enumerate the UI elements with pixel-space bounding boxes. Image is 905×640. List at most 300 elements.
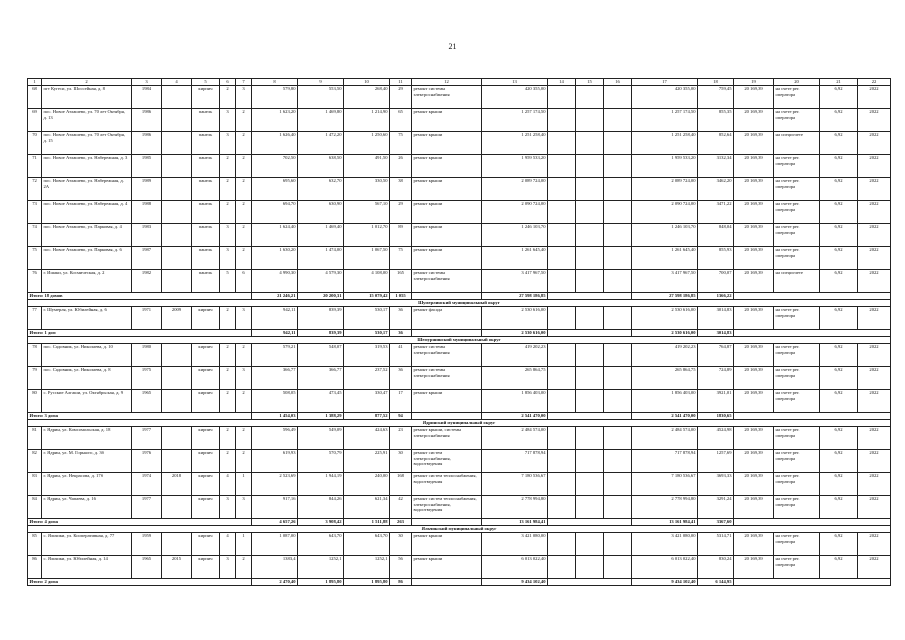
table-cell — [576, 367, 604, 390]
table-cell: 1252,1 — [344, 556, 390, 579]
section-row — [28, 420, 891, 427]
table-cell: панель — [192, 132, 220, 155]
table-cell: ремонт системы электроснабжения — [412, 86, 482, 109]
total-value: 13 161 984,41 — [632, 519, 698, 526]
table-cell: г. Ядрин, ул. М. Горького, д. 3б — [42, 450, 132, 473]
table-cell: 2022 — [858, 178, 891, 201]
table-cell — [576, 247, 604, 270]
column-number: 6 — [220, 79, 236, 86]
table-cell: 3 — [236, 86, 252, 109]
total-value: 3 908,42 — [298, 519, 344, 526]
column-number: 15 — [576, 79, 604, 86]
table-cell: кирпич — [192, 556, 220, 579]
table-cell: 1 012,70 — [344, 224, 390, 247]
table-cell: ремонт крыши — [412, 390, 482, 413]
table-cell — [576, 307, 604, 330]
table-cell: кирпич — [192, 367, 220, 390]
table-cell: 2 090 724,00 — [632, 201, 698, 224]
table-cell: 759,45 — [698, 86, 734, 109]
table-cell: 638,50 — [298, 155, 344, 178]
section-title: Шумерлинский муниципальный округ — [28, 300, 891, 307]
table-cell — [548, 247, 576, 270]
table-cell: 1 469,80 — [298, 109, 344, 132]
table-cell: 1974 — [132, 473, 162, 496]
table-cell: 2022 — [858, 247, 891, 270]
table-cell: 6,92 — [820, 109, 858, 132]
table-cell: 2 484 574,00 — [482, 427, 548, 450]
total-value: 13 161 984,41 — [482, 519, 548, 526]
table-cell: 1977 — [132, 496, 162, 519]
table-cell: 491,50 — [344, 155, 390, 178]
table-cell: 855,35 — [698, 109, 734, 132]
table-cell: 1 246 103,70 — [632, 224, 698, 247]
table-cell — [576, 344, 604, 367]
table-cell: 2 — [236, 155, 252, 178]
table-cell: 4 — [220, 473, 236, 496]
table-cell: 6,92 — [820, 307, 858, 330]
table-cell: 1 959 533,20 — [632, 155, 698, 178]
table-cell — [576, 473, 604, 496]
table-cell: 2 778 994,80 — [632, 496, 698, 519]
total-value: 27 598 186,85 — [632, 293, 698, 300]
table-cell: пос. Садовник, ул. Николаева, д. 10 — [42, 344, 132, 367]
total-value: 530,17 — [344, 330, 390, 337]
table-cell: кирпич — [192, 86, 220, 109]
total-value: 1830,65 — [698, 413, 734, 420]
table-cell: 2022 — [858, 201, 891, 224]
table-row — [28, 270, 891, 293]
table-cell: 2022 — [858, 473, 891, 496]
table-cell: г. Ядрин, ул. Чапаева, д. 16 — [42, 496, 132, 519]
table-cell: 20 169,39 — [734, 427, 774, 450]
table-cell — [548, 556, 576, 579]
table-cell — [604, 178, 632, 201]
empty-cell — [412, 519, 482, 526]
table-cell — [548, 473, 576, 496]
table-cell: 6,92 — [820, 132, 858, 155]
table-cell: 2022 — [858, 132, 891, 155]
table-cell: с. Русские Алгаши, ул. Октябрьская, д. 9 — [42, 390, 132, 413]
table-cell: 419 202,23 — [482, 344, 548, 367]
table-cell: пос. Новое Атлашево, ул. Парковая, д. 4 — [42, 224, 132, 247]
table-cell: 6,92 — [820, 533, 858, 556]
table-cell: 848,04 — [698, 224, 734, 247]
table-cell: 6,92 — [820, 201, 858, 224]
table-cell: 73 — [28, 201, 42, 224]
table-cell: 1 257 174,50 — [632, 109, 698, 132]
column-number: 13 — [482, 79, 548, 86]
table-cell: пос. Новое Атлашево, ул. Набережная, д. 3 — [42, 155, 132, 178]
table-cell: 20 169,39 — [734, 450, 774, 473]
table-cell: 2 — [220, 367, 236, 390]
table-cell: на счете рег. оператора — [774, 473, 820, 496]
table-cell: 3291,24 — [698, 496, 734, 519]
table-cell: 20 169,39 — [734, 496, 774, 519]
table-cell: 29 — [390, 86, 412, 109]
empty-cell — [734, 519, 891, 526]
table-cell: ремонт крыши — [412, 247, 482, 270]
empty-cell — [412, 330, 482, 337]
total-value: 1 055 — [390, 293, 412, 300]
table-cell: 4524,98 — [698, 427, 734, 450]
table-cell: на счете рег. оператора — [774, 307, 820, 330]
table-cell: 2 090 724,00 — [482, 201, 548, 224]
table-cell: 6,92 — [820, 86, 858, 109]
table-cell: 1980 — [132, 344, 162, 367]
table-cell: 20 169,39 — [734, 132, 774, 155]
total-value: 3014,83 — [698, 330, 734, 337]
table-cell: 7 180 536,67 — [482, 473, 548, 496]
table-cell — [576, 556, 604, 579]
table-cell: на счете рег. оператора — [774, 556, 820, 579]
table-cell: 596,49 — [252, 427, 298, 450]
table-cell: 6,92 — [820, 224, 858, 247]
total-value: 877,52 — [344, 413, 390, 420]
table-cell — [162, 344, 192, 367]
total-value: 3367,60 — [698, 519, 734, 526]
table-cell: 20 169,39 — [734, 533, 774, 556]
table-cell: на счете рег. оператора — [774, 450, 820, 473]
table-cell: ремонт систем теплоснабжения, электроснабжения, водоотведения — [412, 496, 482, 519]
table-cell: 2022 — [858, 86, 891, 109]
table-cell — [604, 344, 632, 367]
table-cell — [604, 155, 632, 178]
table-row — [28, 496, 891, 519]
table-cell: 65 — [390, 109, 412, 132]
table-cell: 1257,69 — [698, 450, 734, 473]
total-row — [28, 519, 891, 526]
table-cell: 20 169,39 — [734, 224, 774, 247]
table-cell: ремонт фасада — [412, 307, 482, 330]
table-cell: 2 — [236, 556, 252, 579]
table-cell: 1977 — [132, 427, 162, 450]
empty-cell — [734, 330, 891, 337]
table-cell: 2022 — [858, 109, 891, 132]
table-cell: на счете рег. оператора — [774, 496, 820, 519]
table-cell: 3 — [220, 556, 236, 579]
table-cell: 553,50 — [298, 86, 344, 109]
table-cell: 1965 — [132, 390, 162, 413]
table-cell: ремонт крыши — [412, 201, 482, 224]
table-cell: 2015 — [162, 556, 192, 579]
table-cell — [576, 86, 604, 109]
table-cell: 2 — [236, 450, 252, 473]
table-cell: 1 087,00 — [252, 533, 298, 556]
table-cell — [604, 307, 632, 330]
table-cell — [548, 224, 576, 247]
table-cell: кирпич — [192, 344, 220, 367]
column-number: 18 — [698, 79, 734, 86]
column-number: 17 — [632, 79, 698, 86]
table-cell — [604, 224, 632, 247]
empty-cell — [548, 579, 632, 586]
table-cell: 1 214,90 — [344, 109, 390, 132]
total-value: 839,39 — [298, 330, 344, 337]
table-cell — [604, 247, 632, 270]
table-cell: с. Яльчики, ул. Юбилейная, д. 14 — [42, 556, 132, 579]
column-number: 19 — [734, 79, 774, 86]
table-cell: на счете рег. оператора — [774, 390, 820, 413]
table-cell — [548, 390, 576, 413]
total-value: 942,11 — [252, 330, 298, 337]
table-cell: 3 — [236, 307, 252, 330]
table-cell: 2 — [220, 86, 236, 109]
section-row — [28, 526, 891, 533]
table-cell — [162, 247, 192, 270]
table-cell: 2 — [220, 201, 236, 224]
table-row — [28, 224, 891, 247]
total-value: 2 541 470,00 — [482, 413, 548, 420]
table-cell: 20 169,39 — [734, 307, 774, 330]
table-cell: 1 623,20 — [252, 109, 298, 132]
total-value: 2 530 616,00 — [482, 330, 548, 337]
table-cell: 1985 — [132, 155, 162, 178]
table-cell: на счете рег. оператора — [774, 367, 820, 390]
column-number: 21 — [820, 79, 858, 86]
table-cell — [604, 473, 632, 496]
table-cell — [604, 450, 632, 473]
table-cell — [576, 224, 604, 247]
table-cell: 319,53 — [344, 344, 390, 367]
table-row — [28, 247, 891, 270]
table-cell: 1 469,40 — [298, 224, 344, 247]
empty-cell — [548, 293, 632, 300]
table-cell — [604, 270, 632, 293]
total-row — [28, 413, 891, 420]
table-cell — [162, 496, 192, 519]
table-cell: 1 626,40 — [252, 132, 298, 155]
table-cell: 630,90 — [298, 201, 344, 224]
table-cell: ремонт системы электроснабжения — [412, 367, 482, 390]
table-cell: 3 421 080,00 — [482, 533, 548, 556]
table-row — [28, 344, 891, 367]
page-number: 21 — [448, 42, 457, 51]
table-cell: кирпич — [192, 473, 220, 496]
table-cell: 86 — [28, 556, 42, 579]
table-cell: на счете рег. оператора — [774, 247, 820, 270]
table-cell: 42 — [390, 496, 412, 519]
table-cell: 917,16 — [252, 496, 298, 519]
column-number: 5 — [192, 79, 220, 86]
table-cell: ремонт систем электроснабжения, водоотведения — [412, 450, 482, 473]
table-cell: на счете рег. оператора — [774, 155, 820, 178]
table-cell: 6 013 022,40 — [632, 556, 698, 579]
table-cell: 2 — [220, 155, 236, 178]
table-cell: панель — [192, 224, 220, 247]
table-cell — [576, 270, 604, 293]
total-value: 15 079,42 — [344, 293, 390, 300]
table-cell: на счете рег. оператора — [774, 86, 820, 109]
table-cell — [576, 390, 604, 413]
table-cell: 619,93 — [252, 450, 298, 473]
table-row — [28, 533, 891, 556]
table-cell: 3 — [220, 224, 236, 247]
table-cell — [548, 132, 576, 155]
table-cell: 23 — [390, 427, 412, 450]
table-cell: 6,92 — [820, 247, 858, 270]
table-cell: 2 — [220, 427, 236, 450]
table-cell — [162, 367, 192, 390]
section-row — [28, 300, 891, 307]
table-cell: 38 — [390, 178, 412, 201]
total-value: 20 200,31 — [298, 293, 344, 300]
table-cell: 3921,01 — [698, 390, 734, 413]
table-cell: 237,52 — [344, 367, 390, 390]
table-cell: 724,89 — [698, 367, 734, 390]
table-cell: 330,50 — [344, 178, 390, 201]
table-cell: 265 864,75 — [482, 367, 548, 390]
total-row — [28, 293, 891, 300]
table-cell: 3 — [220, 132, 236, 155]
table-cell: 2 — [236, 178, 252, 201]
table-cell: 2022 — [858, 224, 891, 247]
table-cell: панель — [192, 201, 220, 224]
table-row — [28, 86, 891, 109]
table-cell: 7 180 536,67 — [632, 473, 698, 496]
table-cell — [548, 533, 576, 556]
table-cell — [548, 201, 576, 224]
table-cell: 3 — [220, 247, 236, 270]
column-number: 3 — [132, 79, 162, 86]
table-cell: 549,09 — [298, 427, 344, 450]
table-cell: 6,92 — [820, 473, 858, 496]
table-cell — [548, 270, 576, 293]
table-cell — [162, 224, 192, 247]
table-cell: пос. Новое Атлашево, ул. 70 лет Октября, д. 15 — [42, 132, 132, 155]
total-value: 6 144,95 — [698, 579, 734, 586]
empty-cell — [412, 579, 482, 586]
table-cell: 2 089 724,00 — [632, 178, 698, 201]
table-cell: 3 417 967,50 — [482, 270, 548, 293]
table-cell — [162, 270, 192, 293]
table-cell: 1 257 174,50 — [482, 109, 548, 132]
table-cell: 30 — [390, 533, 412, 556]
table-cell: 632,70 — [298, 178, 344, 201]
table-cell: ремонт крыши — [412, 178, 482, 201]
total-row — [28, 579, 891, 586]
table-row — [28, 367, 891, 390]
total-label: Итого: 2 дома — [28, 579, 252, 586]
table-cell — [548, 307, 576, 330]
empty-cell — [734, 413, 891, 420]
table-cell: 2 778 994,80 — [482, 496, 548, 519]
table-cell: 2 484 574,00 — [632, 427, 698, 450]
table-cell: г. Ишаки, ул. Космическая, д. 2 — [42, 270, 132, 293]
table-cell: 366,77 — [298, 367, 344, 390]
table-cell: 2 — [236, 427, 252, 450]
table-cell: 1 — [236, 533, 252, 556]
table-cell: 695,60 — [252, 178, 298, 201]
table-cell: 1987 — [132, 247, 162, 270]
table-cell — [548, 344, 576, 367]
table-cell — [548, 178, 576, 201]
table-cell: 2 — [236, 247, 252, 270]
total-value: 2 530 616,00 — [632, 330, 698, 337]
table-cell: 567,10 — [344, 201, 390, 224]
total-value: 36 — [390, 330, 412, 337]
table-cell: 20 169,39 — [734, 344, 774, 367]
table-cell — [548, 427, 576, 450]
empty-cell — [734, 293, 891, 300]
table-cell: 2009 — [162, 307, 192, 330]
table-cell: 830,24 — [698, 556, 734, 579]
table-cell: 1988 — [132, 201, 162, 224]
table-cell: 20 169,39 — [734, 155, 774, 178]
empty-cell — [548, 519, 632, 526]
table-cell: 1 251 258,40 — [482, 132, 548, 155]
table-cell: 3 421 080,00 — [632, 533, 698, 556]
table-cell: 579,21 — [252, 344, 298, 367]
total-label: Итого: 3 дома — [28, 413, 252, 420]
table-row — [28, 473, 891, 496]
table-cell: кирпич — [192, 427, 220, 450]
table-cell: 36 — [390, 307, 412, 330]
table-cell: 1971 — [132, 307, 162, 330]
table-cell: пос. Новое Атлашево, ул. Парковая, д. 6 — [42, 247, 132, 270]
table-cell: 20 169,39 — [734, 247, 774, 270]
column-number: 8 — [252, 79, 298, 86]
table-row — [28, 307, 891, 330]
table-cell: 6,92 — [820, 344, 858, 367]
table-cell: 2022 — [858, 450, 891, 473]
table-cell: 3471,22 — [698, 201, 734, 224]
table-cell: ремонт крыши — [412, 132, 482, 155]
table-cell: 70 — [28, 132, 42, 155]
empty-cell — [412, 413, 482, 420]
table-cell — [604, 201, 632, 224]
table-cell: 2 — [236, 132, 252, 155]
empty-cell — [548, 330, 632, 337]
table-cell: 20 169,39 — [734, 86, 774, 109]
table-cell: 1 474,00 — [298, 247, 344, 270]
table-cell: на счете рег. оператора — [774, 224, 820, 247]
column-number: 12 — [412, 79, 482, 86]
table-cell: 2022 — [858, 270, 891, 293]
table-cell: на счете рег. оператора — [774, 533, 820, 556]
table-cell — [548, 86, 576, 109]
column-number: 2 — [42, 79, 132, 86]
table-cell — [548, 367, 576, 390]
table-cell — [604, 132, 632, 155]
table-cell: 839,39 — [298, 307, 344, 330]
table-cell — [604, 556, 632, 579]
table-cell: пгт Кугеси, ул. Шоссейная, д. 8 — [42, 86, 132, 109]
total-value: 2 470,40 — [252, 579, 298, 586]
table-cell: кирпич — [192, 307, 220, 330]
table-cell — [576, 427, 604, 450]
table-cell: 20 169,39 — [734, 270, 774, 293]
table-cell: 1986 — [132, 109, 162, 132]
table-cell: 17 — [390, 390, 412, 413]
table-cell: 30 — [390, 450, 412, 473]
column-number: 14 — [548, 79, 576, 86]
table-cell: 3 — [236, 367, 252, 390]
table-cell — [548, 109, 576, 132]
table-cell: пос. Новое Атлашево, ул. 70 лет Октября, д. 13 — [42, 109, 132, 132]
table-cell: 71 — [28, 155, 42, 178]
table-cell: 366,77 — [252, 367, 298, 390]
table-cell — [548, 155, 576, 178]
table-cell: 2022 — [858, 307, 891, 330]
table-cell: 168 — [390, 473, 412, 496]
table-cell: 2 — [236, 201, 252, 224]
table-cell: 69 — [28, 109, 42, 132]
table-cell: панель — [192, 178, 220, 201]
table-cell — [162, 427, 192, 450]
table-cell — [604, 109, 632, 132]
table-cell: 6,92 — [820, 155, 858, 178]
table-cell: 1989 — [132, 178, 162, 201]
